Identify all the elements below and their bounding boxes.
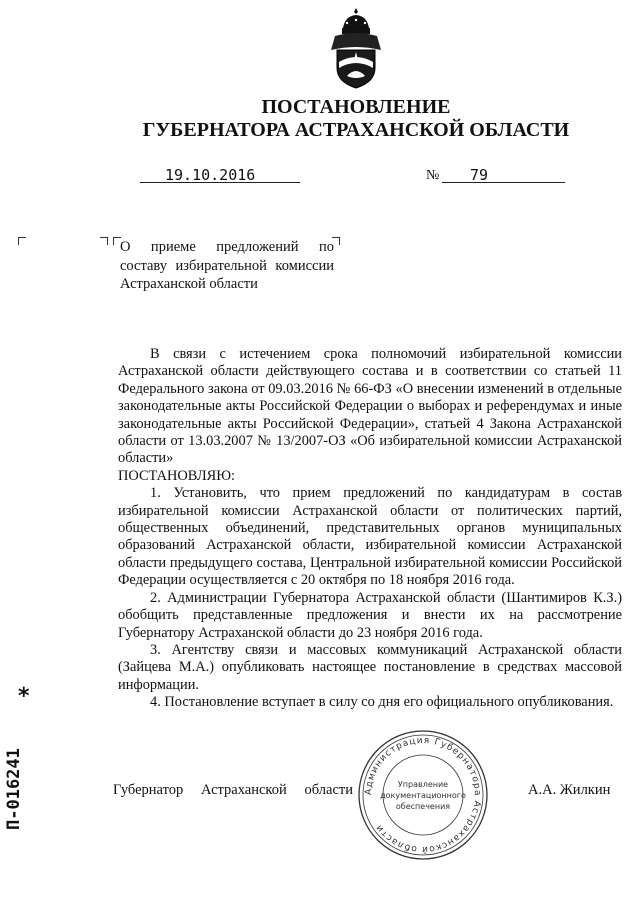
- stamp-ring-text: Администрация Губернатора Астраханской области: [363, 735, 483, 855]
- stamp-center-line-2: документационного: [380, 791, 466, 800]
- date-underline: [140, 182, 300, 183]
- decree-item-3: 3. Агентству связи и массовых коммуникаций Астраханской области (Зайцева М.А.) опубликовать настоящее постановление в средствах массовой информации.: [118, 641, 622, 693]
- stamp-center-line-3: обеспечения: [395, 802, 451, 811]
- decree-word: ПОСТАНОВЛЯЮ:: [118, 467, 236, 484]
- coat-of-arms-emblem: [325, 6, 387, 90]
- signatory-position: Губернатор Астраханской области: [113, 782, 353, 798]
- corner-mark-left: [18, 237, 26, 245]
- document-number: 79: [470, 166, 489, 184]
- stamp-center-line-1: Управление: [397, 780, 449, 789]
- document-body: [118, 346, 622, 712]
- preamble-paragraph: В связи с истечением срока полномочий избирательной комиссии Астраханской области действующего состава и в соответствии со статьей 11 Федерального закона от 09.03.2016 № 66-ФЗ «О внесении изменений в отдельные законодательные акты Российской Федерации о выборах и референдумах и иные законодательные акты Российской Федерации», статьей 4 Закона Астраханской области от 13.03.2007 № 13/2007-ОЗ «Об избирательной комиссии Астраханской области»: [118, 346, 622, 467]
- signatory-name: А.А. Жилкин: [528, 782, 611, 798]
- issuer-title: ГУБЕРНАТОРА АСТРАХАНСКОЙ ОБЛАСТИ: [142, 119, 570, 141]
- document-date: 19.10.2016: [165, 166, 256, 184]
- document-type-title: ПОСТАНОВЛЕНИЕ: [261, 96, 451, 118]
- decree-item-2: 2. Администрации Губернатора Астраханской области (Шантимиров К.З.) обобщить представленные предложения и внести их на рассмотрение Губернатору Астраханской области до 23 ноября 2016 года.: [118, 589, 622, 641]
- corner-mark-subject-inner: [100, 237, 108, 245]
- decree-item-4: 4. Постановление вступает в силу со дня его официального опубликования.: [150, 694, 614, 711]
- decree-item-1: 1. Установить, что прием предложений по кандидатурам в состав избирательной комиссии Астраханской области от политических партий, общественных объединений, представительных органов муниципальных образований Астраханской области, избирательной комиссии Астраханской области предыдущего состава, Центральной избирательной комиссии Российской Федерации осуществляется с 20 октября по 18 ноября 2016 года.: [118, 485, 622, 589]
- number-underline: [442, 182, 565, 183]
- number-label: №: [426, 168, 440, 183]
- registration-code: П-016241: [4, 748, 24, 830]
- official-stamp: [355, 727, 491, 863]
- document-subject: О приеме предложений по составу избирательной комиссии Астраханской области: [120, 239, 334, 293]
- margin-asterisk: *: [18, 684, 30, 709]
